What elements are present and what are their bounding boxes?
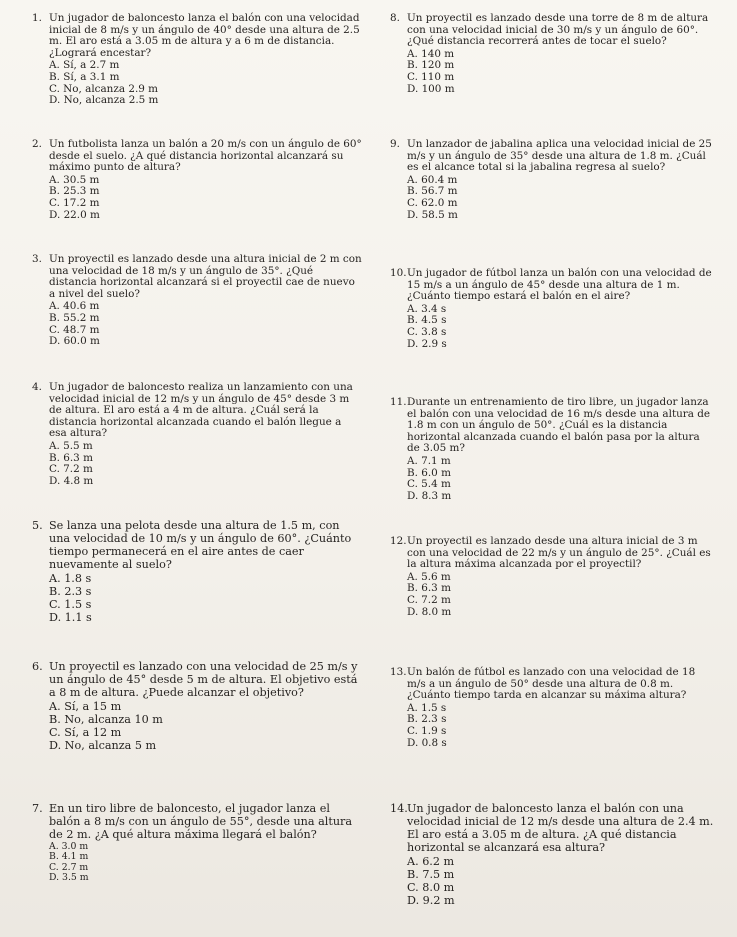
option-a: A. 6.2 m (407, 855, 455, 868)
question-13 (390, 667, 715, 749)
option-d: D. 100 m (407, 82, 455, 95)
option-a: A. Sí, a 15 m (49, 700, 122, 713)
option-a: A. 60.4 m (407, 173, 458, 186)
option-c: C. 110 m (407, 70, 455, 83)
option-b: B. 4.5 s (407, 314, 447, 327)
question-number: 6. (32, 660, 43, 673)
question-number: 2. (32, 138, 42, 150)
question-number: 11. (390, 396, 407, 408)
option-b: B. 56.7 m (407, 185, 458, 198)
option-a: A. 140 m (407, 47, 455, 60)
option-d: D. 0.8 s (407, 736, 447, 749)
question-text: Un jugador de fútbol lanza un balón con una velocidad de 15 m/s a un ángulo de 45° desde una altura de 1 m. ¿Cuánto tiempo estará el balón en el aire? (407, 267, 712, 303)
question-number: 9. (390, 138, 400, 150)
option-c: C. 48.7 m (49, 323, 100, 336)
question-text: Un lanzador de jabalina aplica una velocidad inicial de 25 m/s y un ángulo de 35° desde una altura de 1.8 m. ¿Cuál es el alcance total si la jabalina regresa al suelo? (407, 138, 712, 174)
question-number: 7. (32, 802, 43, 815)
option-b: B. 2.3 s (49, 585, 92, 598)
question-number: 5. (32, 519, 43, 532)
question-number: 3. (32, 253, 42, 265)
option-d: D. 60.0 m (49, 335, 100, 348)
option-d: D. 2.9 s (407, 337, 447, 350)
option-c: C. Sí, a 12 m (49, 726, 122, 739)
option-c: C. 5.4 m (407, 478, 451, 491)
question-number: 10. (390, 267, 407, 279)
option-c: C. 2.7 m (49, 861, 89, 873)
question-number: 13. (390, 666, 407, 678)
option-b: B. 2.3 s (407, 713, 447, 726)
option-a: A. 40.6 m (49, 300, 100, 313)
question-6 (32, 660, 362, 752)
question-number: 14. (390, 802, 408, 815)
option-d: D. 1.1 s (49, 611, 92, 624)
option-c: C. 1.5 s (49, 598, 92, 611)
option-b: B. No, alcanza 10 m (49, 713, 163, 726)
option-b: B. 7.5 m (407, 868, 455, 881)
option-d: D. No, alcanza 5 m (49, 739, 157, 752)
question-text: Durante un entrenamiento de tiro libre, un jugador lanza el balón con una velocidad de 16 m/s desde una altura de 1.8 m con un ángulo de 50°. ¿Cuál es la distancia horizontal alcanzada cuando el balón pasa por la altura de 3.05 m? (407, 396, 711, 455)
option-d: D. 58.5 m (407, 208, 458, 221)
question-10 (390, 268, 715, 350)
option-a: A. 3.0 m (49, 841, 89, 852)
question-text: Un proyectil es lanzado con una velocidad de 25 m/s y un ángulo de 45° desde 5 m de altura. El objetivo está a 8 m de altura. ¿Puede alcanzar el objetivo? (49, 660, 358, 699)
question-number: 8. (390, 12, 400, 24)
question-text: Se lanza una pelota desde una altura de 1.5 m, con una velocidad de 10 m/s y un ángulo de 60°. ¿Cuánto tiempo permanecerá en el aire antes de caer nuevamente al suelo? (49, 519, 352, 571)
option-d: D. 4.8 m (49, 474, 94, 487)
option-c: C. 62.0 m (407, 196, 458, 209)
option-a: A. 5.6 m (407, 570, 451, 583)
option-c: C. 1.9 s (407, 724, 447, 737)
question-8 (390, 13, 715, 95)
question-1 (32, 13, 362, 107)
option-b: B. 25.3 m (49, 185, 100, 198)
option-c: C. 8.0 m (407, 881, 455, 894)
question-3 (32, 254, 362, 348)
option-d: D. 9.2 m (407, 894, 455, 907)
question-14 (390, 802, 715, 907)
question-number: 1. (32, 12, 42, 24)
question-text: Un proyectil es lanzado desde una torre de 8 m de altura con una velocidad inicial de 30 m/s y un ángulo de 60°. ¿Qué distancia recorrerá antes de tocar el suelo? (407, 12, 709, 48)
question-text: Un jugador de baloncesto lanza el balón con una velocidad inicial de 12 m/s desde una altura de 2.4 m. El aro está a 3.05 m de altura. ¿A qué distancia horizontal se alcanzará esa altura? (407, 802, 714, 854)
option-a: A. 1.8 s (49, 572, 92, 585)
question-number: 12. (390, 535, 407, 547)
question-text: En un tiro libre de baloncesto, el jugador lanza el balón a 8 m/s con un ángulo de 55°, desde una altura de 2 m. ¿A qué altura máxima llegará el balón? (49, 802, 353, 841)
option-a: A. 30.5 m (49, 173, 100, 186)
option-a: A. 3.4 s (407, 302, 447, 315)
question-text: Un jugador de baloncesto lanza el balón con una velocidad inicial de 8 m/s y un ángulo de 40° desde una altura de 2.5 m. El aro está a 3.05 m de altura y a 6 m de distancia. ¿Logrará encestar? (49, 12, 360, 59)
question-7 (32, 802, 362, 884)
question-number: 4. (32, 381, 42, 393)
option-d: D. No, alcanza 2.5 m (49, 94, 159, 107)
option-d: D. 8.3 m (407, 489, 452, 502)
question-4 (32, 382, 362, 487)
option-b: B. 4.1 m (49, 851, 89, 863)
question-9 (390, 139, 715, 221)
question-text: Un balón de fútbol es lanzado con una velocidad de 18 m/s a un ángulo de 50° desde una altura de 0.8 m. ¿Cuánto tiempo tarda en alcanzar su máxima altura? (407, 666, 696, 702)
question-text: Un futbolista lanza un balón a 20 m/s con un ángulo de 60° desde el suelo. ¿A qué distancia horizontal alcanzará su máximo punto de altura? (49, 138, 362, 174)
option-a: A. Sí, a 2.7 m (49, 59, 120, 72)
option-a: A. 1.5 s (407, 701, 447, 714)
option-c: C. 7.2 m (407, 593, 451, 606)
option-b: B. Sí, a 3.1 m (49, 70, 120, 83)
option-d: D. 22.0 m (49, 208, 100, 221)
option-b: B. 6.3 m (407, 582, 451, 595)
question-text: Un jugador de baloncesto realiza un lanzamiento con una velocidad inicial de 12 m/s y un ángulo de 45° desde 3 m de altura. El aro está a 4 m de altura. ¿Cuál será la distancia horizontal alcanzada cuando el balón llegue a esa altura? (49, 381, 353, 440)
option-b: B. 6.3 m (49, 451, 93, 464)
option-a: A. 7.1 m (407, 454, 451, 467)
option-d: D. 8.0 m (407, 605, 452, 618)
question-11 (390, 397, 715, 502)
question-12 (390, 536, 715, 618)
option-c: C. 17.2 m (49, 196, 100, 209)
option-d: D. 3.5 m (49, 872, 89, 884)
question-2 (32, 139, 362, 221)
option-c: C. 3.8 s (407, 325, 447, 338)
option-b: B. 6.0 m (407, 466, 451, 479)
question-5 (32, 519, 362, 624)
option-a: A. 5.5 m (49, 439, 93, 452)
option-b: B. 120 m (407, 59, 455, 72)
question-text: Un proyectil es lanzado desde una altura inicial de 3 m con una velocidad de 22 m/s y un ángulo de 25°. ¿Cuál es la altura máxima alcanzada por el proyectil? (407, 535, 711, 571)
question-text: Un proyectil es lanzado desde una altura inicial de 2 m con una velocidad de 18 m/s y un ángulo de 35°. ¿Qué distancia horizontal alcanzará si el proyectil cae de nuevo a nivel del suelo? (49, 253, 362, 300)
option-b: B. 55.2 m (49, 311, 100, 324)
option-c: C. 7.2 m (49, 463, 93, 476)
option-c: C. No, alcanza 2.9 m (49, 82, 159, 95)
